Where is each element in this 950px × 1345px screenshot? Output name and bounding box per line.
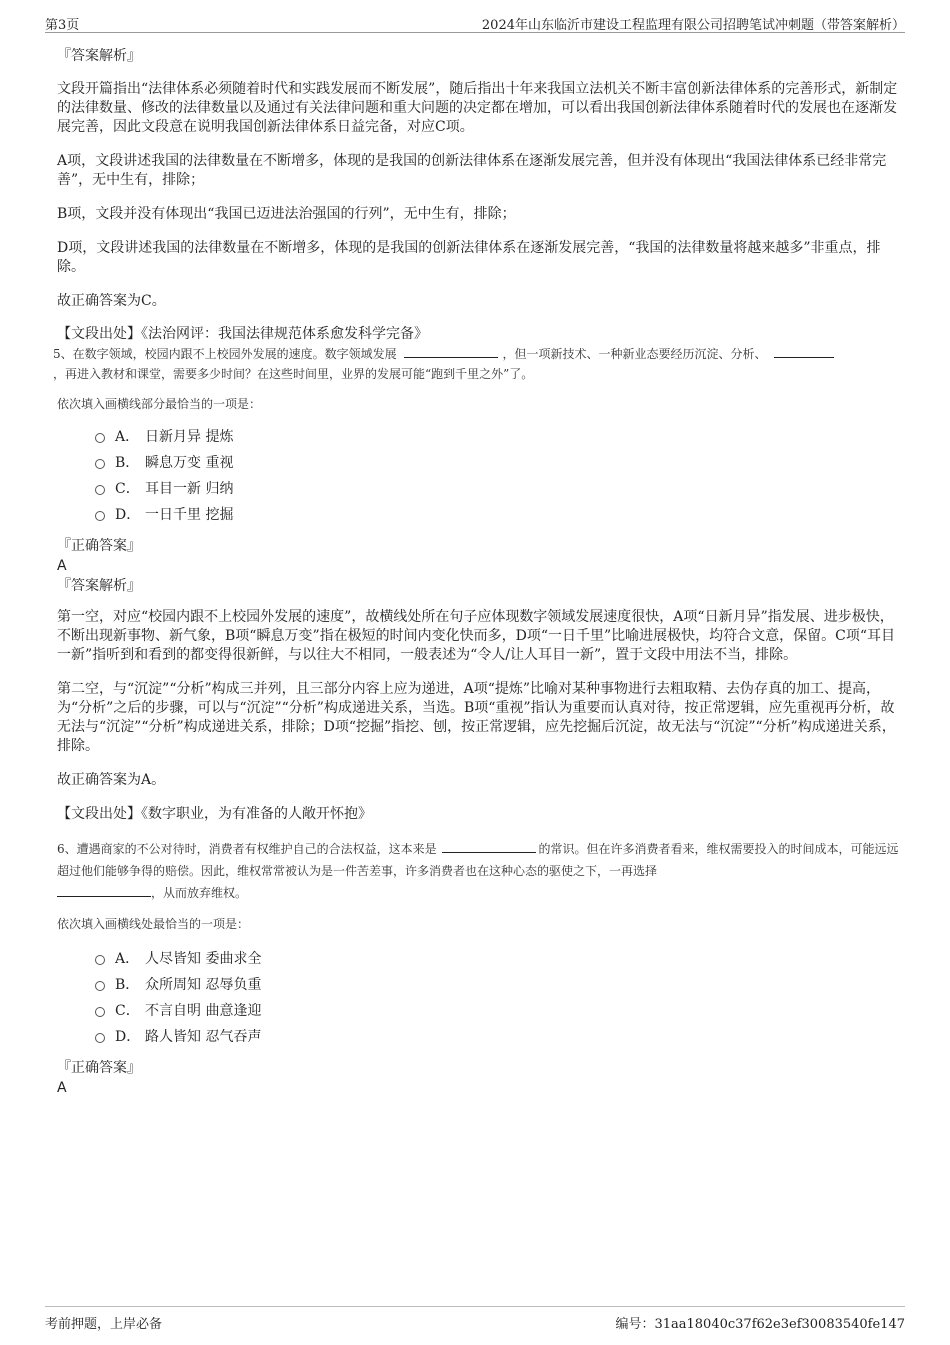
q5-analysis-p1: 第一空，对应“校园内跟不上校园外发展的速度”，故横线处所在句子应体现数字领域发展速度很快，A项“日新月异”指发展、进步极快，不断出现新事物、新气象，B项“瞬息万变”指在极短的时间内变化快而多，D项“一日千里”比喻进展极快，均符合文意，保留。C项“耳目一新”指听到和看到的都变得很新鲜，与以往大不相同，一般表述为“令人/让人耳目一新”，置于文段中用法不当，排除。 bbox=[57, 609, 896, 663]
q5-blank-1 bbox=[404, 344, 498, 358]
radio-icon[interactable] bbox=[95, 433, 105, 443]
q4-analysis-p4: D项，文段讲述我国的法律数量在不断增多，体现的是我国的创新法律体系在逐渐发展完善，“我国的法律数量将越来越多”非重点，排除。 bbox=[57, 240, 881, 275]
page-number: 第3页 bbox=[45, 18, 80, 33]
q4-analysis-label: 『答案解析』 bbox=[57, 48, 141, 64]
q5-stem-part-2: ，但一项新技术、一种新业态要经历沉淀、分析、 bbox=[502, 347, 767, 361]
radio-icon[interactable] bbox=[95, 459, 105, 469]
q6-option-a[interactable]: A． 人尽皆知 委曲求全 bbox=[57, 946, 900, 972]
page-footer bbox=[45, 1306, 905, 1332]
q5-options bbox=[57, 424, 900, 528]
q4-analysis-p1: 文段开篇指出“法律体系必须随着时代和实践发展而不断发展”，随后指出十年来我国立法机关不断丰富创新法律体系的完善形式，新制定的法律数量、修改的法律数量以及通过有关法律问题和重大问题的决定都在增加，可以看出我国创新法律体系随着时代的发展也在逐渐发展完善，因此文段意在说明我国创新法律体系日益完备，对应C项。 bbox=[57, 81, 898, 135]
page-content bbox=[53, 46, 900, 1098]
radio-icon[interactable] bbox=[95, 1007, 105, 1017]
q4-source: 【文段出处】《法治网评：我国法律规范体系愈发科学完备》 bbox=[57, 326, 428, 342]
radio-icon[interactable] bbox=[95, 955, 105, 965]
radio-icon[interactable] bbox=[95, 485, 105, 495]
q4-analysis-p2: A项，文段讲述我国的法律数量在不断增多，体现的是我国的创新法律体系在逐渐发展完善，但并没有体现出“我国法律体系已经非常完善”，无中生有，排除； bbox=[57, 153, 887, 188]
q6-options bbox=[57, 946, 900, 1050]
q5-prompt: 依次填入画横线部分最恰当的一项是： bbox=[57, 397, 262, 411]
q5-stem-part-1: 5、在数字领域，校园内跟不上校园外发展的速度。数字领域发展 bbox=[53, 347, 397, 361]
q5-analysis-p2: 第二空，与“沉淀”“分析”构成三并列，且三部分内容上应为递进，A项“提炼”比喻对某种事物进行去粗取精、去伪存真的加工、提高，为“分析”之后的步骤，可以与“沉淀”“分析”构成递进关系，当选。B项“重视”指认为重要而认真对待，按正常逻辑，应先重视再分析，故无法与“沉淀”“分析”构成递进关系，排除；D项“挖掘”指挖、刨，按正常逻辑，应先挖掘后沉淀，故无法与“沉淀”“分析”构成递进关系，排除。 bbox=[57, 681, 896, 754]
document-id: 编号：31aa18040c37f62e3ef30083540fe147 bbox=[615, 1317, 905, 1332]
q5-stem bbox=[53, 344, 900, 384]
q6-option-d[interactable]: D． 路人皆知 忍气吞声 bbox=[57, 1024, 900, 1050]
q6-stem-part-2: 的常识。但在许多消费者看来，维权需要投入的时间成本，可能远远超过他们能够争得的赔偿。因此，维权常常被认为是一件苦差事，许多消费者也在这种心态的驱使之下，一再选择 bbox=[57, 842, 899, 878]
q5-stem-part-3: ，再进入教材和课堂，需要多少时间？在这些时间里，业界的发展可能“跑到千里之外”了。 bbox=[53, 367, 534, 381]
footer-slogan: 考前押题，上岸必备 bbox=[45, 1317, 163, 1332]
q6-stem bbox=[57, 838, 900, 904]
q5-option-b[interactable]: B． 瞬息万变 重视 bbox=[57, 450, 900, 476]
q5-analysis-label: 『答案解析』 bbox=[57, 578, 141, 594]
q5-conclusion: 故正确答案为A。 bbox=[57, 772, 166, 788]
q4-conclusion: 故正确答案为C。 bbox=[57, 293, 166, 309]
q6-stem-part-1: 6、遭遇商家的不公对待时，消费者有权维护自己的合法权益，这本来是 bbox=[57, 842, 437, 856]
q6-prompt: 依次填入画横线处最恰当的一项是： bbox=[57, 917, 250, 931]
q5-option-a[interactable]: A． 日新月异 提炼 bbox=[57, 424, 900, 450]
q5-source: 【文段出处】《数字职业，为有准备的人敞开怀抱》 bbox=[57, 806, 372, 822]
page-header bbox=[45, 12, 905, 33]
q5-answer: A bbox=[57, 558, 67, 574]
q6-blank-2 bbox=[57, 883, 151, 897]
q4-analysis-p3: B项，文段并没有体现出“我国已迈进法治强国的行列”，无中生有，排除； bbox=[57, 206, 516, 222]
q6-option-c[interactable]: C． 不言自明 曲意逢迎 bbox=[57, 998, 900, 1024]
document-title: 2024年山东临沂市建设工程监理有限公司招聘笔试冲刺题（带答案解析） bbox=[481, 18, 905, 33]
q5-answer-label: 『正确答案』 bbox=[57, 538, 141, 554]
radio-icon[interactable] bbox=[95, 981, 105, 991]
q6-stem-part-3: ，从而放弃维权。 bbox=[151, 886, 248, 900]
q5-option-d[interactable]: D． 一日千里 挖掘 bbox=[57, 502, 900, 528]
q6-blank-1 bbox=[442, 839, 536, 853]
q6-option-b[interactable]: B． 众所周知 忍辱负重 bbox=[57, 972, 900, 998]
q6-answer-label: 『正确答案』 bbox=[57, 1060, 141, 1076]
q6-answer: A bbox=[57, 1080, 67, 1096]
radio-icon[interactable] bbox=[95, 511, 105, 521]
q5-blank-2 bbox=[774, 344, 834, 358]
q5-option-c[interactable]: C． 耳目一新 归纳 bbox=[57, 476, 900, 502]
radio-icon[interactable] bbox=[95, 1033, 105, 1043]
